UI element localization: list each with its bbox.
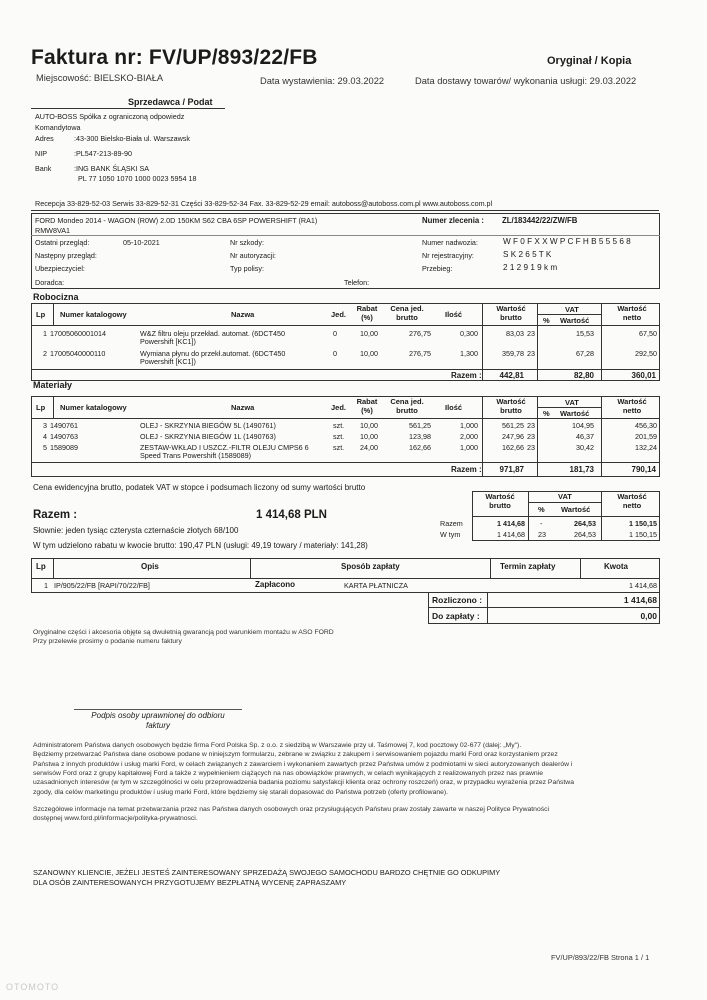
advisor-label: Doradca: — [35, 278, 65, 287]
col-net: Wartość netto — [617, 304, 647, 322]
grand-total-label: Razem : — [33, 509, 78, 521]
summary-row1-gross: 1 414,68 — [497, 519, 525, 528]
vin-value: W F 0 F X X W P C F H B 5 5 5 6 8 — [503, 237, 631, 246]
damage-label: Nr szkody: — [230, 238, 264, 247]
row-unit-price: 276,75 — [409, 329, 431, 338]
row-catalog: 17005060001014 — [50, 329, 106, 338]
row-qty: 2,000 — [460, 432, 478, 441]
row-value: 359,78 — [502, 349, 524, 358]
row-qty: 1,300 — [460, 349, 478, 358]
row-qty: 1,000 — [460, 421, 478, 430]
row-unit-price: 162,66 — [409, 443, 431, 452]
row-pct: 23 — [527, 421, 535, 430]
signature-caption-2: faktury — [145, 721, 170, 730]
col-qty: Ilość — [445, 310, 463, 319]
pay-col-lp: Lp — [36, 562, 46, 571]
registration-value: S K 2 6 5 T K — [503, 250, 552, 259]
seller-heading: Sprzedawca / Podat — [128, 97, 213, 107]
pay-col-method: Sposób zapłaty — [341, 562, 400, 571]
pay-row-desc: IP/905/22/FB [RAPI/70/22/FB] — [54, 581, 150, 590]
issue-date: Data wystawienia: 29.03.2022 — [260, 76, 385, 86]
row-lp: 5 — [43, 443, 47, 452]
contact-line: Recepcja 33-829-52-03 Serwis 33-829-52-31 Części 33-829-52-34 Fax. 33-829-52-29 email: autoboss@autoboss.com.pl www.autoboss.com.pl — [35, 199, 493, 208]
pay-row-lp: 1 — [44, 581, 48, 590]
settled-value: 1 414,68 — [623, 595, 657, 605]
row-net: 292,50 — [635, 349, 657, 358]
row-pct: 23 — [527, 443, 535, 452]
row-unit: 0 — [333, 349, 337, 358]
nip-value: :PL547-213-89-90 — [74, 149, 132, 158]
row-value: 83,03 — [506, 329, 524, 338]
labour-sum-net: 360,01 — [631, 371, 656, 380]
next-inspection-label: Następny przegląd: — [35, 251, 97, 260]
row-discount: 10,00 — [360, 349, 378, 358]
mat-col-name: Nazwa — [231, 403, 255, 412]
gdpr-line: zgody, dla celów marketingu produktów i usług marki Ford, które będziemy się starali dopasować do Państwa potrzeb (oferty profilowane). — [33, 788, 449, 796]
row-catalog: 1490761 — [50, 421, 78, 430]
col-vat-value: Wartość — [560, 316, 590, 325]
labour-sum-label: Razem : — [451, 371, 482, 380]
policy-label: Typ polisy: — [230, 264, 264, 273]
gdpr-line: Administratorem Państwa danych osobowych będzie firma Ford Polska Sp. z o.o. z siedzibą w Warszawie przy ul. Taśmowej 7, kod pocztowy 02-677 (dalej: „My"). — [33, 742, 522, 749]
mat-col-qty: Ilość — [445, 403, 463, 412]
row-lp: 4 — [43, 432, 47, 441]
materials-sum-net: 790,14 — [631, 465, 656, 474]
mat-col-lp: Lp — [36, 403, 46, 412]
transfer-note: Przy przelewie prosimy o podanie numeru faktury — [33, 638, 182, 645]
row-name: W&Z filtru oleju przekład. automat. (6DCT450 — [140, 329, 286, 338]
labour-section-title: Robocizna — [33, 292, 79, 302]
row-name: OLEJ - SKRZYNIA BIEGÓW 1L (1490763) — [140, 432, 276, 441]
row-discount: 24,00 — [360, 443, 378, 452]
row-name-2: Powershift [KC1]) — [140, 337, 196, 346]
mat-col-vat: VAT — [565, 398, 579, 407]
labour-sum-vat: 82,80 — [573, 371, 594, 380]
buyback-offer: SZANOWNY KLIENCIE, JEŻELI JESTEŚ ZAINTERESOWANY SPRZEDAŻĄ SWOJEGO SAMOCHODU BARDZO CHĘTNIE GO ODKUPIMY — [33, 868, 501, 877]
row-unit: szt. — [333, 421, 345, 430]
auth-label: Nr autoryzacji: — [230, 251, 276, 260]
sum-col-vat: VAT — [558, 492, 572, 501]
summary-row1-vat: 264,53 — [574, 519, 596, 528]
row-value: 247,96 — [502, 432, 524, 441]
row-lp: 1 — [43, 329, 47, 338]
summary-row1-label: Razem — [440, 519, 463, 528]
order-number: ZL/183442/22/ZW/FB — [502, 216, 578, 225]
nip-label: NIP — [35, 149, 47, 158]
row-vat: 67,28 — [576, 349, 594, 358]
row-unit-price: 276,75 — [409, 349, 431, 358]
row-vat: 104,95 — [572, 421, 594, 430]
summary-row2-net: 1 150,15 — [629, 530, 657, 539]
sum-col-net: Wartość netto — [617, 492, 647, 510]
materials-sum-label: Razem : — [451, 465, 482, 474]
sum-col-pct: % — [538, 505, 545, 514]
row-vat: 15,53 — [576, 329, 594, 338]
row-discount: 10,00 — [360, 421, 378, 430]
sum-col-vat-value: Wartość — [561, 505, 591, 514]
row-lp: 3 — [43, 421, 47, 430]
mileage-value: 2 1 2 9 1 9 k m — [503, 263, 558, 272]
row-name: OLEJ - SKRZYNIA BIEGÓW 5L (1490761) — [140, 421, 276, 430]
row-unit: szt. — [333, 432, 345, 441]
vehicle-model: FORD Mondeo 2014 - WAGON (R0W) 2.0D 150KM S62 CBA 6SP POWERSHIFT (RA1) — [35, 216, 318, 225]
row-catalog: 1490763 — [50, 432, 78, 441]
row-unit-price: 561,25 — [409, 421, 431, 430]
row-name: Wymiana płynu do przekł.automat. (6DCT450 — [140, 349, 286, 358]
row-unit: szt. — [333, 443, 345, 452]
phone-label: Telefon: — [344, 278, 370, 287]
row-catalog: 17005040000110 — [50, 349, 106, 358]
gdpr-line: Państwa z innych produktów i usług marki Ford, w celach związanych z zawarciem i wykonaniem zawartych przez Państwa umów z podmiotami w sieci autoryzowanych dealerów i — [33, 760, 573, 768]
row-unit-price: 123,98 — [409, 432, 431, 441]
registration-label: Nr rejestracyjny: — [422, 251, 474, 260]
due-value: 0,00 — [640, 611, 657, 621]
gdpr-line: serwisów Ford oraz z grupy kapitałowej Ford a także z wypełnieniem ciążących na nas obowiązków prawnych, w celach wynikających z realizowanych przez nas prawnie — [33, 769, 543, 777]
col-name: Nazwa — [231, 310, 255, 319]
col-value: Wartość brutto — [496, 304, 526, 322]
col-lp: Lp — [36, 310, 46, 319]
signature-caption: Podpis osoby uprawnionej do odbioru — [91, 711, 225, 720]
row-value: 162,66 — [502, 443, 524, 452]
row-name-2: Powershift [KC1]) — [140, 357, 196, 366]
row-lp: 2 — [43, 349, 47, 358]
insurer-label: Ubezpieczyciel: — [35, 264, 85, 273]
row-pct: 23 — [527, 349, 535, 358]
vehicle-code: RMW8VA1 — [35, 226, 71, 235]
delivery-date: Data dostawy towarów/ wykonania usługi: 29.03.2022 — [415, 76, 637, 86]
row-value: 561,25 — [502, 421, 524, 430]
mat-col-unit: Jed. — [331, 403, 347, 412]
row-discount: 10,00 — [360, 432, 378, 441]
settled-label: Rozliczono : — [432, 595, 483, 605]
city: Miejscowość: BIELSKO-BIAŁA — [36, 73, 164, 83]
seller-name-2: Komandytowa — [35, 123, 81, 132]
row-net: 201,59 — [635, 432, 657, 441]
seller-name: AUTO-BOSS Spółka z ograniczoną odpowiedz — [35, 112, 185, 121]
bank-value: :ING BANK ŚLĄSKI SA — [74, 164, 150, 173]
mat-col-unit-price: Cena jed. brutto — [390, 397, 424, 415]
bank-label: Bank — [35, 164, 52, 173]
row-qty: 0,300 — [460, 329, 478, 338]
gdpr-line: Będziemy przetwarzać Państwa dane osobowe podane w niniejszym formularzu, zebrane w związku z zakupem i serwisowaniem pojazdu marki Ford oraz korzystaniem przez — [33, 751, 558, 759]
address-label: Adres — [35, 134, 54, 143]
mat-col-discount: Rabat (%) — [356, 397, 378, 415]
last-inspection-value: 05-10-2021 — [123, 238, 160, 247]
row-qty: 1,000 — [460, 443, 478, 452]
amount-in-words: Słownie: jeden tysiąc czterysta czternaście złotych 68/100 — [33, 526, 239, 535]
summary-row2-pct: 23 — [538, 530, 546, 539]
mat-col-vat-value: Wartość — [560, 409, 590, 418]
page-number: FV/UP/893/22/FB Strona 1 / 1 — [551, 953, 650, 962]
row-vat: 46,37 — [576, 432, 594, 441]
sum-col-gross: Wartość brutto — [485, 492, 515, 510]
buyback-offer-2: DLA OSÓB ZAINTERESOWANYCH PRZYGOTUJEMY BEZPŁATNĄ WYCENĘ ZAPRASZAMY — [33, 878, 347, 887]
row-pct: 23 — [527, 329, 535, 338]
row-vat: 30,42 — [576, 443, 594, 452]
row-discount: 10,00 — [360, 329, 378, 338]
bank-account: PL 77 1050 1070 1000 0023 5954 18 — [78, 174, 197, 183]
pay-row-amount: 1 414,68 — [629, 581, 657, 590]
row-net: 456,30 — [635, 421, 657, 430]
materials-section-title: Materiały — [33, 380, 73, 390]
col-catalog: Numer katalogowy — [60, 310, 127, 319]
summary-row2-vat: 264,53 — [574, 530, 596, 539]
mat-col-catalog: Numer katalogowy — [60, 403, 127, 412]
grand-total-value: 1 414,68 PLN — [256, 509, 327, 521]
materials-sum-vat: 181,73 — [569, 465, 594, 474]
row-pct: 23 — [527, 432, 535, 441]
row-net: 132,24 — [635, 443, 657, 452]
summary-row1-net: 1 150,15 — [629, 519, 657, 528]
vat-note: Cena ewidencyjna brutto, podatek VAT w stopce i podsumach liczony od sumy wartości brutto — [33, 483, 366, 492]
mat-col-net: Wartość netto — [617, 397, 647, 415]
row-unit: 0 — [333, 329, 337, 338]
original-copy-label: Oryginał / Kopia — [547, 55, 632, 67]
mat-col-value: Wartość brutto — [496, 397, 526, 415]
col-pct: % — [543, 316, 550, 325]
warranty-note: Oryginalne części i akcesoria objęte są dwuletnią gwarancją pod warunkiem montażu w ASO FORD — [33, 629, 334, 636]
watermark: OTOMOTO — [6, 982, 60, 992]
row-net: 67,50 — [639, 329, 657, 338]
summary-row2-label: W tym — [440, 530, 461, 539]
mat-col-pct: % — [543, 409, 550, 418]
pay-col-amount: Kwota — [604, 562, 628, 571]
pay-col-term: Termin zapłaty — [500, 562, 556, 571]
due-label: Do zapłaty : — [432, 611, 480, 621]
col-unit: Jed. — [331, 310, 347, 319]
labour-sum-value: 442,81 — [499, 371, 524, 380]
col-unit-price: Cena jed. brutto — [390, 304, 424, 322]
materials-sum-value: 971,87 — [499, 465, 524, 474]
pay-row-method: KARTA PŁATNICZA — [344, 581, 408, 590]
address-value: :43-300 Bielsko-Biała ul. Warszawsk — [74, 134, 190, 143]
row-name: ZESTAW-WKŁAD I USZCZ.-FILTR OLEJU CMPS6 6 — [140, 443, 309, 452]
invoice-title: Faktura nr: FV/UP/893/22/FB — [31, 46, 318, 69]
discount-line: W tym udzielono rabatu w kwocie brutto: 190,47 PLN (usługi: 49,19 towary / materiały: 141,28) — [33, 541, 368, 550]
row-name-2: Speed Trans Powershift (1589089) — [140, 451, 252, 460]
pay-col-desc: Opis — [141, 562, 159, 571]
col-discount: Rabat (%) — [356, 304, 378, 322]
row-catalog: 1589089 — [50, 443, 78, 452]
pay-row-status: Zapłacono — [255, 580, 296, 589]
summary-row2-gross: 1 414,68 — [497, 530, 525, 539]
privacy-note-2: dostępnej www.ford.pl/informacje/polityka-prywatnosci. — [33, 815, 198, 822]
privacy-note: Szczegółowe informacje na temat przetwarzania przez nas Państwa danych osobowych oraz przysługujących Państwu praw zostały zawarte w naszej Polityce Prywatności — [33, 806, 550, 813]
gdpr-line: uzasadnionych interesów (w tym w szczególności w celu przeprowadzenia badania poziomu satysfakcji klienta oraz ochrony roszczeń) oraz, w przypadku wyrażenia przez Państwa — [33, 779, 574, 787]
col-vat: VAT — [565, 305, 579, 314]
vin-label: Numer nadwozia: — [422, 238, 478, 247]
summary-row1-pct: - — [540, 519, 543, 528]
mileage-label: Przebieg: — [422, 264, 453, 273]
last-inspection-label: Ostatni przegląd: — [35, 238, 90, 247]
order-label: Numer zlecenia : — [422, 216, 484, 225]
